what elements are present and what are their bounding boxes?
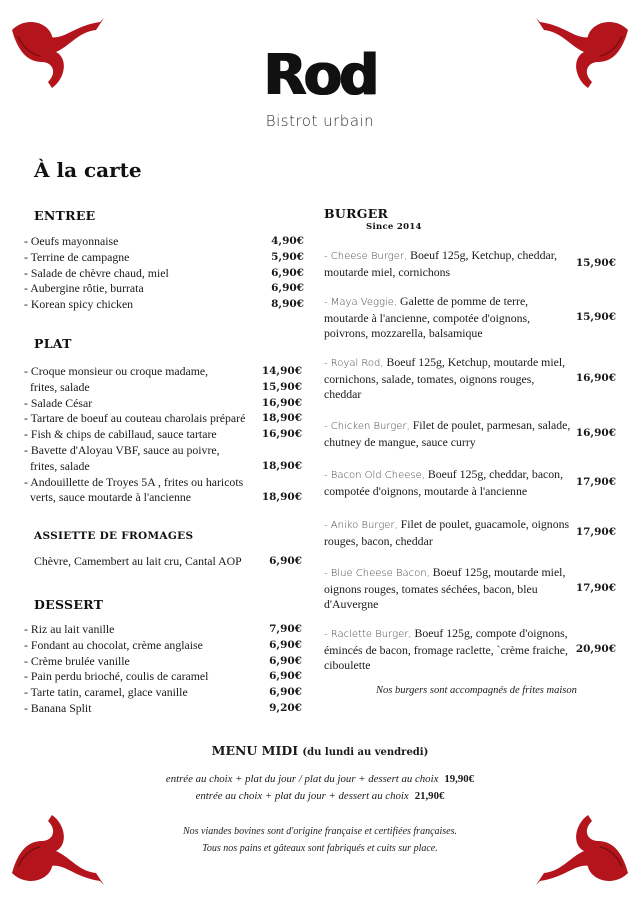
menu-midi-option-price: 19,90€ — [444, 773, 475, 785]
item-price: 6,90€ — [269, 686, 302, 699]
list-item — [324, 517, 616, 549]
burger-name: - Royal Rod, — [324, 358, 384, 369]
entree-list — [24, 234, 304, 313]
list-item — [24, 475, 302, 507]
item-price: 18,90€ — [261, 491, 302, 504]
item-name: - Pain perdu brioché, coulis de caramel — [24, 669, 209, 684]
list-item — [24, 654, 302, 670]
menu-midi-label: MENU MIDI — [211, 743, 299, 758]
list-item — [24, 364, 302, 396]
item-price: 18,90€ — [261, 412, 302, 425]
list-item — [24, 638, 302, 654]
item-name: - Korean spicy chicken — [24, 297, 134, 312]
fromages-title: ASSIETTE DE FROMAGES — [34, 530, 194, 542]
burger-description: Boeuf 125g, cheddar, bacon, compotée d'oignons, moutarde à l'ancienne — [324, 467, 564, 498]
item-price: 17,90€ — [575, 476, 616, 489]
item-price: 6,90€ — [269, 654, 302, 667]
menu-midi-subtitle: (du lundi au vendredi) — [302, 747, 429, 758]
list-item — [24, 622, 302, 638]
item-price: 17,90€ — [575, 582, 616, 595]
footer-origin-note: Nos viandes bovines sont d'origine française et certifiées françaises. — [182, 826, 458, 837]
list-item — [24, 411, 302, 427]
burger-name: - Bacon Old Cheese, — [324, 470, 425, 481]
burger-name: - Blue Cheese Bacon, — [324, 568, 430, 579]
menu-midi-option-price: 21,90€ — [414, 790, 445, 802]
item-name: - Bavette d'Aloyau VBF, sauce au poivre, — [24, 442, 220, 457]
item-price: 18,90€ — [261, 459, 302, 472]
item-price: 17,90€ — [575, 526, 616, 539]
item-price: 4,90€ — [271, 235, 304, 247]
burger-name: - Chicken Burger, — [324, 421, 410, 432]
page-title: À la carte — [34, 158, 142, 182]
burger-description: Boeuf 125g, compote d'oignons, émincés de bacon, fromage raclette, `crème fraiche, ciboulette — [324, 626, 568, 673]
item-price-alt: 15,90€ — [261, 380, 302, 393]
item-price: 6,90€ — [271, 266, 304, 279]
menu-midi-option-1 — [0, 773, 640, 785]
entree-title: ENTREE — [34, 208, 96, 223]
item-price: 6,90€ — [269, 638, 302, 651]
plat-list — [24, 364, 302, 506]
item-name: - Andouillette de Troyes 5A , frites ou haricots — [24, 474, 244, 489]
burger-name: - Aniko Burger, — [324, 520, 398, 531]
item-name-continued: frites, salade — [30, 458, 90, 473]
item-name: - Aubergine rôtie, burrata — [24, 281, 144, 296]
menu-midi-option-text: entrée au choix + plat du jour / plat du jour + dessert au choix — [165, 773, 439, 785]
brand-tagline: Bistrot urbain — [265, 112, 375, 130]
item-name: - Croque monsieur ou croque madame, — [24, 364, 209, 378]
item-name: - Salade de chèvre chaud, miel — [24, 265, 169, 280]
list-item — [24, 701, 302, 717]
fromages-list — [34, 554, 302, 570]
item-name: - Terrine de campagne — [24, 249, 130, 264]
item-price: 16,90€ — [575, 372, 616, 385]
list-item — [324, 626, 616, 674]
menu-midi-title — [0, 743, 640, 758]
brand-logo: Rod — [263, 43, 377, 108]
item-name-continued: frites, salade — [30, 379, 90, 394]
burger-title: BURGER — [324, 206, 389, 221]
list-item — [324, 467, 616, 499]
list-item — [24, 250, 304, 266]
item-name: - Banana Split — [24, 700, 92, 715]
item-price: 8,90€ — [271, 298, 304, 311]
item-price: 20,90€ — [575, 643, 616, 656]
footer-bakery-note: Tous nos pains et gâteaux sont fabriqués et cuits sur place. — [202, 843, 438, 854]
item-name: - Oeufs mayonnaise — [24, 234, 119, 248]
item-name: - Salade César — [24, 395, 93, 410]
item-name: - Crème brulée vanille — [24, 653, 130, 668]
item-price: 16,90€ — [261, 396, 302, 409]
burger-since: Since 2014 — [366, 222, 422, 232]
menu-midi-option-text: entrée au choix + plat du jour + dessert au choix — [195, 790, 409, 802]
list-item — [24, 685, 302, 701]
list-item — [24, 427, 302, 443]
item-name: - Riz au lait vanille — [24, 622, 115, 636]
dessert-title: DESSERT — [34, 597, 104, 612]
list-item — [24, 443, 302, 475]
list-item — [24, 396, 302, 412]
list-item — [24, 669, 302, 685]
item-name: Chèvre, Camembert au lait cru, Cantal AOP — [34, 554, 242, 568]
item-price: 15,90€ — [575, 257, 616, 270]
burger-description: Boeuf 125g, Ketchup, cheddar, moutarde miel, cornichons — [324, 248, 558, 279]
item-price: 6,90€ — [269, 555, 302, 567]
list-item — [34, 554, 302, 570]
item-price: 9,20€ — [269, 701, 302, 714]
burger-note: Nos burgers sont accompagnés de frites maison — [376, 685, 577, 696]
list-item — [324, 418, 616, 450]
item-name: - Tartare de boeuf au couteau charolais préparé — [24, 411, 246, 426]
burger-name: - Cheese Burger, — [324, 251, 408, 262]
item-price: 14,90€ — [261, 365, 302, 377]
plat-title: PLAT — [34, 336, 72, 351]
item-name: - Tarte tatin, caramel, glace vanille — [24, 685, 188, 700]
burger-description: Galette de pomme de terre, moutarde à l'ancienne, compotée d'oignons, poivrons, mozzarella, balsamique — [324, 294, 531, 341]
list-item — [24, 266, 304, 282]
item-price: 5,90€ — [271, 250, 304, 263]
burger-name: - Maya Veggie, — [324, 297, 398, 308]
burger-description: Boeuf 125g, moutarde miel, oignons rouges, tomates séchées, bacon, bleu d'Auvergne — [324, 565, 566, 612]
list-item — [24, 234, 304, 250]
item-price: 7,90€ — [269, 623, 302, 635]
list-item — [324, 248, 616, 280]
list-item — [324, 294, 616, 342]
item-price: 15,90€ — [575, 311, 616, 324]
item-name-continued: verts, sauce moutarde à l'ancienne — [30, 490, 191, 505]
list-item — [24, 297, 304, 313]
list-item — [24, 281, 304, 297]
item-price: 6,90€ — [269, 670, 302, 683]
item-price: 6,90€ — [271, 282, 304, 295]
dessert-list — [24, 622, 302, 717]
burger-description: Filet de poulet, parmesan, salade, chutney de mangue, sauce curry — [324, 418, 571, 449]
item-name: - Fondant au chocolat, crème anglaise — [24, 637, 203, 652]
burger-description: Filet de poulet, guacamole, oignons rouges, bacon, cheddar — [324, 517, 570, 548]
burger-description: Boeuf 125g, Ketchup, moutarde miel, cornichons, salade, tomates, oignons rouges, cheddar — [324, 355, 566, 402]
menu-midi-option-2 — [0, 790, 640, 802]
item-price: 16,90€ — [575, 427, 616, 440]
list-item — [324, 565, 616, 613]
item-price: 16,90€ — [261, 428, 302, 441]
item-name: - Fish & chips de cabillaud, sauce tartare — [24, 427, 217, 442]
burger-name: - Raclette Burger, — [324, 629, 412, 640]
list-item — [324, 355, 616, 403]
